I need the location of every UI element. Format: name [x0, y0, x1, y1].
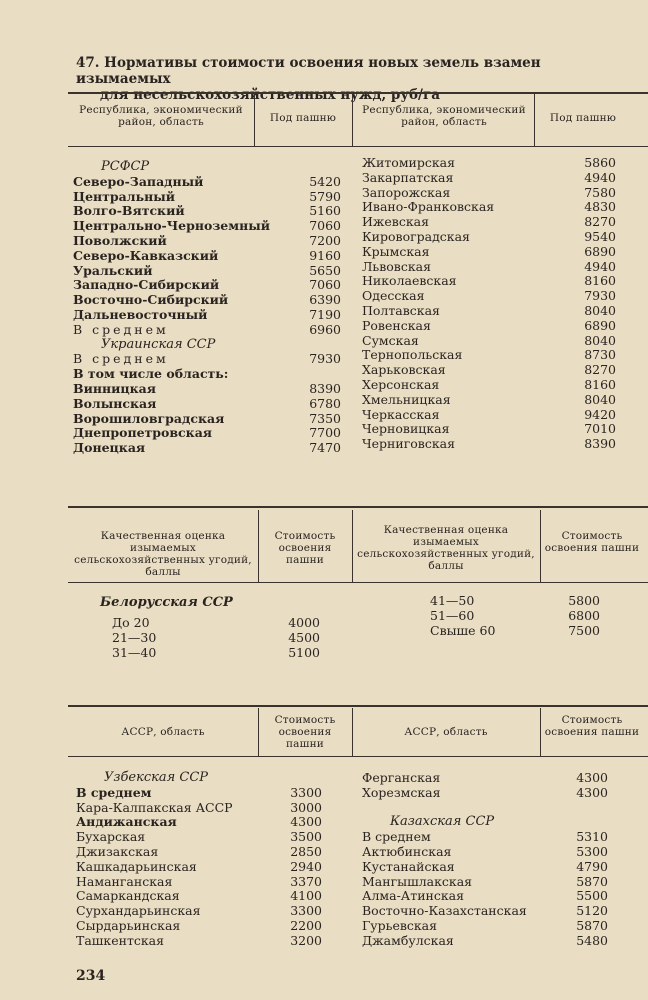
table1-bottom-rule [68, 506, 648, 508]
row-value: 4940 [584, 258, 616, 274]
row-value: 9540 [584, 228, 616, 244]
row-label: Центральный [73, 188, 176, 204]
row-value: 5420 [309, 173, 341, 189]
row-label: В среднем [76, 784, 152, 800]
row-label: Кировоградская [362, 228, 470, 244]
table-row [73, 397, 343, 412]
row-label: Украинская ССР [101, 336, 216, 352]
row-label: Джизакская [76, 843, 159, 859]
table-row [73, 264, 343, 279]
table-row [73, 412, 343, 427]
row-label: Гурьевская [362, 917, 438, 933]
table-row [73, 382, 343, 397]
row-value: 5310 [576, 829, 608, 845]
row-label: Бухарская [76, 829, 146, 845]
table-row [362, 904, 608, 919]
table2-section-title: Белорусская ССР [100, 595, 233, 610]
table2-header-cost-right: Стоимость освоения пашни [544, 530, 640, 554]
table-row [362, 334, 622, 349]
row-value: 6890 [584, 243, 616, 259]
row-value: 8040 [584, 332, 616, 348]
table-row [112, 616, 327, 631]
row-value: 4830 [584, 199, 616, 215]
table-row [362, 919, 608, 934]
table-row [362, 786, 608, 801]
row-value: 5100 [288, 644, 320, 660]
table2-right-column [430, 594, 608, 638]
table-row [362, 860, 608, 875]
table-row [112, 646, 327, 661]
row-value: 8040 [584, 302, 616, 318]
row-value: 4300 [576, 784, 608, 800]
row-value: 6890 [584, 317, 616, 333]
title-line-1: 47. Нормативы стоимости освоения новых земель взамен изымаемых [76, 55, 541, 87]
table-row [430, 609, 608, 624]
table-row [362, 304, 622, 319]
table-row [73, 293, 343, 308]
row-value: 5160 [309, 203, 341, 219]
table-row [76, 786, 330, 801]
page-number: 234 [76, 968, 106, 984]
row-label: 31—40 [112, 644, 157, 660]
table-row [76, 845, 330, 860]
row-label: Поволжский [73, 232, 167, 248]
table-row [362, 830, 608, 845]
table-row [73, 441, 343, 456]
row-label: 21—30 [112, 629, 157, 645]
row-value: 8730 [584, 347, 616, 363]
row-value: 2200 [290, 917, 322, 933]
row-value: 4300 [576, 770, 608, 785]
row-value: 8160 [584, 376, 616, 392]
row-value: 5300 [576, 843, 608, 859]
table-row [73, 352, 343, 367]
table1-divider-b [352, 94, 353, 146]
row-label: Кустанайская [362, 858, 455, 874]
table-row [362, 348, 622, 363]
row-value: 3370 [290, 873, 322, 889]
table-row [362, 186, 622, 201]
row-value: 4790 [576, 858, 608, 874]
table-row [362, 289, 622, 304]
row-value: 9160 [309, 247, 341, 263]
table-row [362, 889, 608, 904]
table1-divider-c [534, 94, 535, 146]
row-value: 7010 [584, 421, 616, 437]
row-label: В среднем [73, 321, 169, 337]
row-value: 7470 [309, 440, 341, 456]
row-label: Свыше 60 [430, 622, 496, 638]
table-row [76, 771, 330, 786]
table-row [362, 230, 622, 245]
row-label: Сурхандарьинская [76, 903, 201, 919]
row-value: 3500 [290, 829, 322, 845]
table-row [76, 830, 330, 845]
row-value: 7700 [309, 425, 341, 441]
table-row [362, 245, 622, 260]
row-label: Донецкая [73, 440, 146, 456]
row-value: 5860 [584, 155, 616, 170]
row-value: 5480 [576, 932, 608, 948]
row-label: Николаевская [362, 273, 457, 289]
row-value: 3200 [290, 932, 322, 948]
row-label: Полтавская [362, 302, 440, 318]
table-row [430, 594, 608, 609]
row-label: Львовская [362, 258, 431, 274]
table-row [362, 408, 622, 423]
table-row [76, 860, 330, 875]
row-label: Узбекская ССР [104, 770, 209, 785]
row-label: Восточно-Сибирский [73, 292, 229, 308]
row-label: Наманганская [76, 873, 173, 889]
row-label: Хорезмская [362, 784, 441, 800]
table2-divider-a [258, 510, 259, 582]
row-value: 8390 [584, 436, 616, 452]
row-value: 8270 [584, 362, 616, 378]
table-row [362, 393, 622, 408]
row-value: 5870 [576, 873, 608, 889]
row-label: Волго-Вятский [73, 203, 185, 219]
table-row [76, 889, 330, 904]
row-value: 7350 [309, 410, 341, 426]
row-label: Черниговская [362, 436, 455, 452]
table3-header-cost-right: Стоимость освоения пашни [544, 714, 640, 738]
table-row [362, 215, 622, 230]
table3-left-column [76, 771, 330, 949]
table-row [73, 278, 343, 293]
row-label: В том числе область: [73, 366, 229, 382]
table-row [76, 904, 330, 919]
table2-bottom-rule [68, 705, 648, 707]
table-row [362, 422, 622, 437]
table-row [73, 190, 343, 205]
row-label: Восточно-Казахстанская [362, 903, 527, 919]
table3-right-column [362, 771, 608, 949]
row-label: Запорожская [362, 184, 451, 200]
row-label: Винницкая [73, 380, 157, 396]
row-value: 5870 [576, 917, 608, 933]
table-row [362, 815, 608, 830]
table3-divider-b [352, 708, 353, 756]
table-row [362, 171, 622, 186]
table-row [76, 934, 330, 949]
row-label: Кара-Калпакская АССР [76, 799, 233, 815]
row-label: Западно-Сибирский [73, 277, 220, 293]
table-row [73, 308, 343, 323]
row-value: 3300 [290, 784, 322, 800]
row-value: 7930 [309, 351, 341, 367]
row-label: Житомирская [362, 155, 456, 170]
table1-header-region-left: Республика, экономический район, область [79, 104, 243, 128]
table3-header-region-left: АССР, область [121, 726, 205, 738]
table3-header-cost-left: Стоимость освоения пашни [274, 714, 336, 750]
row-value: 2850 [290, 843, 322, 859]
table1-header-value-left: Под пашню [269, 112, 337, 124]
table1-left-column [73, 160, 343, 456]
row-value: 6390 [309, 292, 341, 308]
row-value: 5120 [576, 903, 608, 919]
table-row [76, 815, 330, 830]
table-row [73, 234, 343, 249]
table1-right-column [362, 156, 622, 452]
row-label: Мангышлакская [362, 873, 473, 889]
table2-header-rating-left: Качественная оценка изымаемых сельскохозяйственных угодий, баллы [74, 530, 252, 578]
row-value: 7930 [584, 288, 616, 304]
table-row [362, 319, 622, 334]
table3-divider-a [258, 708, 259, 756]
row-label: Ворошиловградская [73, 410, 225, 426]
row-value: 9420 [584, 406, 616, 422]
table-row [362, 845, 608, 860]
row-label: Северо-Кавказский [73, 247, 219, 263]
row-label: Черкасская [362, 406, 440, 422]
table-row [76, 875, 330, 890]
table1-header-value-right: Под пашню [549, 112, 617, 124]
table-row [362, 437, 622, 452]
table-row [362, 378, 622, 393]
row-label: Черновицкая [362, 421, 450, 437]
row-value: 7200 [309, 232, 341, 248]
table-row [73, 160, 343, 175]
row-value: 6960 [309, 321, 341, 337]
row-label: Волынская [73, 395, 157, 411]
row-label: 51—60 [430, 607, 475, 623]
table2-header-rule [68, 582, 648, 583]
row-value: 4500 [288, 629, 320, 645]
row-label: До 20 [112, 615, 150, 630]
table-row [73, 367, 343, 382]
table1-header-region-right: Республика, экономический район, область [362, 104, 526, 128]
row-label: Тернопольская [362, 347, 463, 363]
row-label: Днепропетровская [73, 425, 213, 441]
table-row [362, 156, 622, 171]
row-label: Сумская [362, 332, 419, 348]
title-line-2: для несельскохозяйственных нужд, руб/га [100, 87, 440, 103]
table-row [76, 801, 330, 816]
row-value: 5790 [309, 188, 341, 204]
row-value: 7190 [309, 306, 341, 322]
row-label: Северо-Западный [73, 173, 204, 189]
row-label: Кашкадарьинская [76, 858, 197, 874]
table2-header-rating-right: Качественная оценка изымаемых сельскохозяйственных угодий, баллы [357, 524, 535, 572]
table-row [362, 934, 608, 949]
table1-header-rule [68, 146, 648, 147]
row-label: Ивано-Франковская [362, 199, 495, 215]
table-row [73, 204, 343, 219]
table-row [430, 624, 608, 639]
table2-header-cost-left: Стоимость освоения пашни [274, 530, 336, 566]
table-row [73, 323, 343, 338]
table-row [362, 875, 608, 890]
row-value: 7580 [584, 184, 616, 200]
row-value: 4100 [290, 888, 322, 904]
table3-divider-c [540, 708, 541, 756]
table3-header-rule [68, 756, 648, 757]
row-value: 8160 [584, 273, 616, 289]
row-value: 8040 [584, 391, 616, 407]
row-value: 4000 [288, 615, 320, 630]
row-label: В среднем [73, 351, 169, 367]
row-value: 7500 [568, 622, 600, 638]
row-value: 3000 [290, 799, 322, 815]
row-label: РСФСР [101, 159, 150, 174]
row-value: 7060 [309, 277, 341, 293]
row-label: Джамбулская [362, 932, 454, 948]
row-value: 5650 [309, 262, 341, 278]
row-label: Ровенская [362, 317, 431, 333]
row-label: Центрально-Черноземный [73, 218, 271, 234]
row-value: 6780 [309, 395, 341, 411]
row-label: Ферганская [362, 770, 441, 785]
table-row [362, 274, 622, 289]
row-label: 41—50 [430, 593, 475, 608]
row-label: Крымская [362, 243, 430, 259]
row-label: Ижевская [362, 214, 429, 230]
row-value: 5800 [568, 593, 600, 608]
row-label: Алма-Атинская [362, 888, 465, 904]
row-label: Дальневосточный [73, 306, 208, 322]
row-label: Ташкентская [76, 932, 165, 948]
row-label: Херсонская [362, 376, 440, 392]
row-label: Уральский [73, 262, 153, 278]
row-value: 8270 [584, 214, 616, 230]
table1-divider-a [254, 94, 255, 146]
table-row [73, 338, 343, 353]
row-label: Хмельницкая [362, 391, 451, 407]
table1-top-rule [68, 92, 648, 94]
table-row [73, 426, 343, 441]
table-row [362, 260, 622, 275]
table-row [362, 801, 608, 816]
row-value: 6800 [568, 607, 600, 623]
table-row [362, 200, 622, 215]
table2-left-column [112, 616, 327, 660]
row-label: Самаркандская [76, 888, 180, 904]
row-label: Одесская [362, 288, 425, 304]
table-row [73, 175, 343, 190]
row-value: 8390 [309, 380, 341, 396]
row-label: Закарпатская [362, 169, 454, 185]
table-row [73, 219, 343, 234]
row-value: 2940 [290, 858, 322, 874]
table-row [112, 631, 327, 646]
table2-divider-b [352, 510, 353, 582]
table-row [73, 249, 343, 264]
table3-header-region-right: АССР, область [404, 726, 488, 738]
row-value: 5500 [576, 888, 608, 904]
row-label: Актюбинская [362, 843, 452, 859]
row-value: 3300 [290, 903, 322, 919]
row-value: 4940 [584, 169, 616, 185]
row-label: Сырдарьинская [76, 917, 181, 933]
table-row [76, 919, 330, 934]
row-label: Андижанская [76, 814, 177, 830]
row-label: Харьковская [362, 362, 446, 378]
table2-divider-c [540, 510, 541, 582]
row-label: В среднем [362, 829, 431, 845]
row-value: 7060 [309, 218, 341, 234]
row-value: 4300 [290, 814, 322, 830]
table-row [362, 363, 622, 378]
table-title [76, 55, 636, 103]
row-label: Казахская ССР [390, 814, 495, 830]
table-row [362, 771, 608, 786]
